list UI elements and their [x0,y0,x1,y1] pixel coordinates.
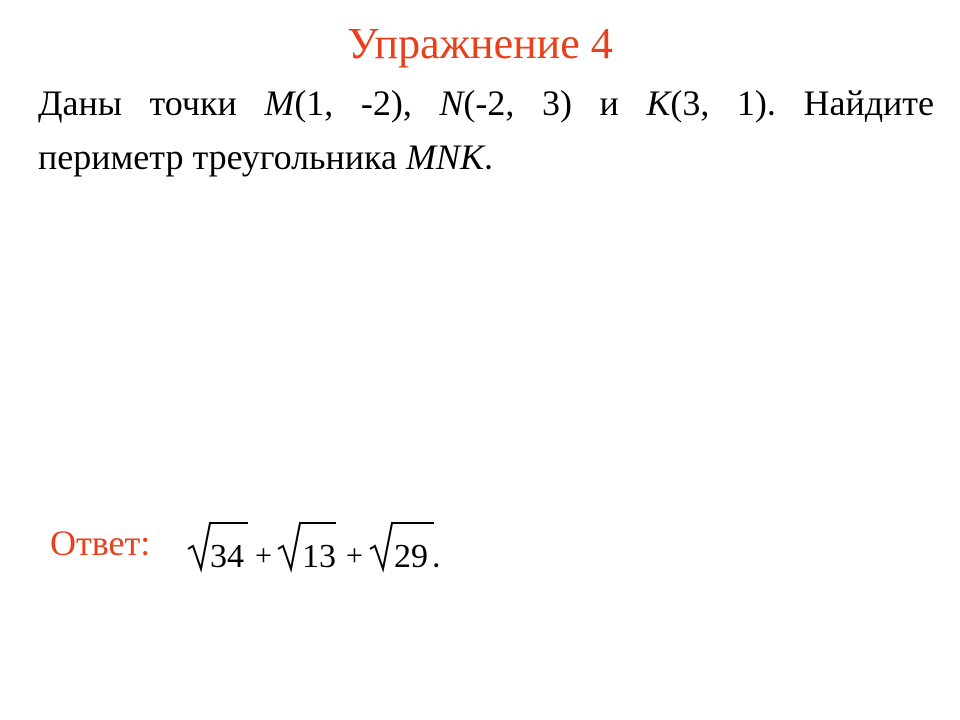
problem-text-2: периметр треугольника [38,137,406,177]
problem-statement [38,76,934,184]
problem-end: . [483,137,493,177]
point-k-label: K [646,83,671,123]
plus-sign-2: + [346,539,363,572]
point-n-coords: (-2, 3) и [463,83,647,123]
triangle-label: MNK [405,137,484,177]
answer-formula [186,519,466,575]
point-k-coords: (3, 1). Найдите [670,83,934,123]
problem-text-1: Даны точки [38,83,265,123]
radicand-2: 13 [302,538,336,575]
radicand-1: 34 [210,538,244,575]
plus-sign-1: + [255,539,272,572]
answer-label: Ответ: [50,523,151,563]
radicand-3: 29 [394,538,428,575]
formula-svg [186,519,466,579]
point-m-coords: (1, -2), [294,83,440,123]
formula-end: . [432,538,441,575]
problem-line-2 [38,130,934,184]
point-m-label: M [264,83,295,123]
slide-title: Упражнение 4 [347,19,613,68]
problem-line-1 [38,76,934,130]
point-n-label: N [439,83,464,123]
